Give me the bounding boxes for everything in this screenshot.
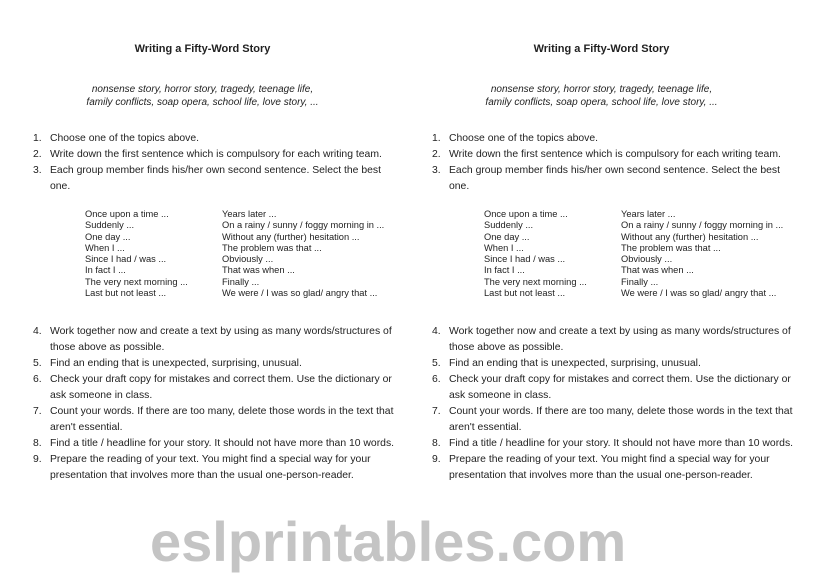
item-text: Write down the first sentence which is compulsory for each writing team. [50, 149, 382, 160]
topics-line: family conflicts, soap opera, school life, love story, ... [485, 97, 718, 108]
list-item [33, 372, 399, 404]
list-item [432, 324, 798, 356]
item-number: 7. [33, 406, 42, 417]
worksheet-copy-left [0, 0, 399, 580]
instructions-list-part-2 [432, 324, 798, 484]
item-number: 6. [432, 374, 441, 385]
list-item [33, 404, 399, 436]
item-number: 1. [432, 133, 441, 144]
item-number: 1. [33, 133, 42, 144]
item-text: Prepare the reading of your text. You might find a special way for your presentation that involves more than the usual one-person-reader. [449, 454, 770, 481]
phrase: In fact I ... [484, 265, 525, 276]
list-item [432, 452, 798, 484]
phrase: Suddenly ... [484, 220, 534, 231]
item-number: 3. [33, 165, 42, 176]
phrases-column-left [484, 209, 621, 299]
topics-line: nonsense story, horror story, tragedy, teenage life, [91, 84, 314, 95]
phrases-column-right [621, 209, 783, 299]
list-item [33, 147, 399, 163]
phrase: On a rainy / sunny / foggy morning in ... [621, 220, 784, 231]
item-text: Find an ending that is unexpected, surprising, unusual. [50, 358, 302, 369]
list-item [33, 356, 399, 372]
item-number: 4. [432, 326, 441, 337]
worksheet-title: Writing a Fifty-Word Story [134, 43, 271, 55]
phrase: We were / I was so glad/ angry that ... [222, 288, 378, 299]
phrase: Since I had / was ... [484, 254, 566, 265]
phrase: Without any (further) hesitation ... [222, 231, 360, 242]
list-item [432, 131, 798, 147]
phrase: Years later ... [222, 209, 277, 219]
list-item [33, 163, 399, 195]
item-text: Choose one of the topics above. [50, 133, 200, 144]
item-number: 7. [432, 406, 441, 417]
worksheet-title: Writing a Fifty-Word Story [533, 43, 670, 55]
phrase: Suddenly ... [85, 220, 135, 231]
item-text: Each group member finds his/her own second sentence. Select the best one. [449, 165, 780, 192]
list-item [432, 147, 798, 163]
phrase: On a rainy / sunny / foggy morning in ... [222, 220, 385, 231]
item-number: 4. [33, 326, 42, 337]
list-item [432, 356, 798, 372]
phrase: Once upon a time ... [85, 209, 169, 219]
phrase: Once upon a time ... [484, 209, 568, 219]
sentence-starters [85, 209, 384, 299]
phrase: We were / I was so glad/ angry that ... [621, 288, 777, 299]
phrase: The very next morning ... [85, 276, 188, 287]
sentence-starters [484, 209, 783, 299]
phrase: One day ... [484, 231, 530, 242]
item-text: Each group member finds his/her own second sentence. Select the best one. [50, 165, 381, 192]
watermark: eslprintables.com [150, 510, 627, 573]
list-item [432, 372, 798, 404]
item-text: Check your draft copy for mistakes and correct them. Use the dictionary or ask someone in class. [449, 374, 791, 401]
item-number: 3. [432, 165, 441, 176]
worksheet-copy-right [399, 0, 798, 580]
item-text: Find an ending that is unexpected, surprising, unusual. [449, 358, 701, 369]
topics-line: family conflicts, soap opera, school life, love story, ... [86, 97, 319, 108]
item-number: 8. [33, 438, 42, 449]
instructions-list-part-1 [432, 131, 798, 195]
list-item [432, 436, 798, 452]
item-text: Work together now and create a text by using as many words/structures of those above as possible. [449, 326, 791, 353]
list-item [33, 131, 399, 147]
phrases-column-right [222, 209, 384, 299]
phrase: In fact I ... [85, 265, 126, 276]
item-number: 8. [432, 438, 441, 449]
phrase: The problem was that ... [621, 242, 721, 253]
item-text: Write down the first sentence which is compulsory for each writing team. [449, 149, 781, 160]
phrase: Finally ... [621, 276, 659, 287]
list-item [432, 404, 798, 436]
item-text: Find a title / headline for your story. It should not have more than 10 words. [449, 438, 794, 449]
item-number: 2. [432, 149, 441, 160]
phrase: The very next morning ... [484, 276, 587, 287]
topics-list [6, 83, 399, 109]
topics-list [405, 83, 798, 109]
phrase: That was when ... [621, 265, 694, 276]
phrase: Since I had / was ... [85, 254, 167, 265]
item-text: Choose one of the topics above. [449, 133, 599, 144]
instructions-list-part-2 [33, 324, 399, 484]
phrases-column-left [85, 209, 222, 299]
item-number: 9. [432, 454, 441, 465]
topics-line: nonsense story, horror story, tragedy, teenage life, [490, 84, 713, 95]
item-number: 5. [33, 358, 42, 369]
list-item [33, 452, 399, 484]
phrase: When I ... [484, 242, 524, 253]
phrase: Without any (further) hesitation ... [621, 231, 759, 242]
list-item [33, 436, 399, 452]
item-text: Prepare the reading of your text. You might find a special way for your presentation that involves more than the usual one-person-reader. [50, 454, 371, 481]
item-text: Work together now and create a text by using as many words/structures of those above as possible. [50, 326, 392, 353]
list-item [432, 163, 798, 195]
phrase: That was when ... [222, 265, 295, 276]
item-text: Check your draft copy for mistakes and correct them. Use the dictionary or ask someone in class. [50, 374, 392, 401]
phrase: Obviously ... [621, 254, 673, 265]
list-item [33, 324, 399, 356]
phrase: The problem was that ... [222, 242, 322, 253]
item-text: Count your words. If there are too many, delete those words in the text that aren't essential. [50, 406, 394, 433]
item-number: 2. [33, 149, 42, 160]
phrase: When I ... [85, 242, 125, 253]
item-text: Find a title / headline for your story. It should not have more than 10 words. [50, 438, 395, 449]
phrase: One day ... [85, 231, 131, 242]
phrase: Last but not least ... [85, 288, 167, 299]
phrase: Finally ... [222, 276, 260, 287]
item-number: 9. [33, 454, 42, 465]
item-text: Count your words. If there are too many, delete those words in the text that aren't essential. [449, 406, 793, 433]
item-number: 6. [33, 374, 42, 385]
item-number: 5. [432, 358, 441, 369]
phrase: Obviously ... [222, 254, 274, 265]
instructions-list-part-1 [33, 131, 399, 195]
phrase: Last but not least ... [484, 288, 566, 299]
phrase: Years later ... [621, 209, 676, 219]
